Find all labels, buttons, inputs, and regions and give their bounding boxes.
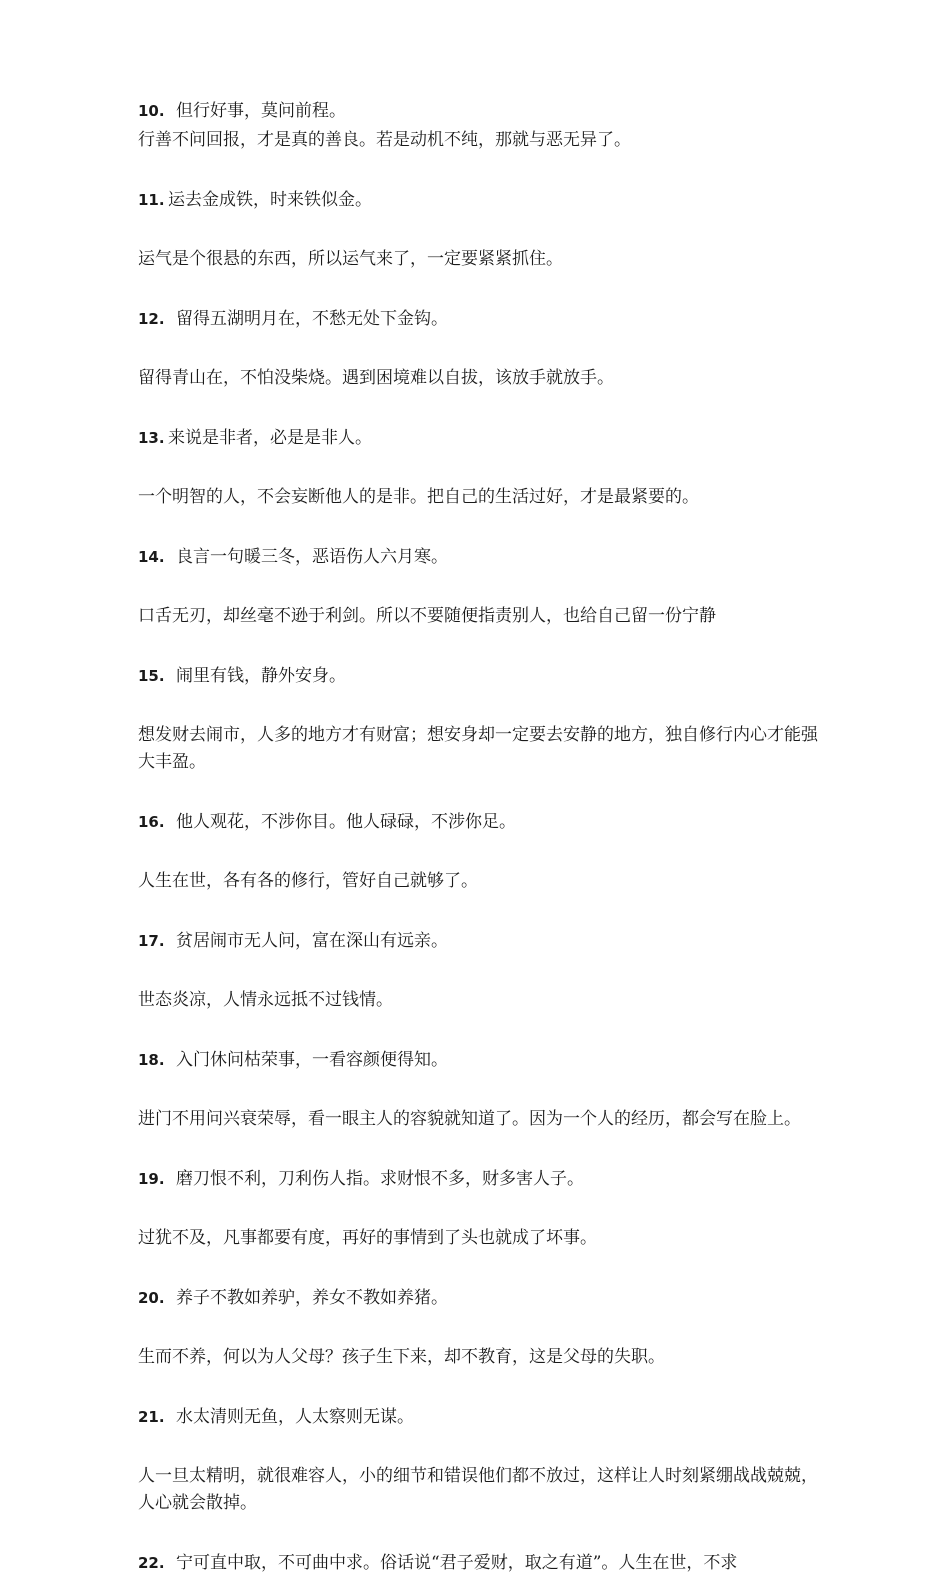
saying-line bbox=[138, 544, 818, 571]
saying-text: 水太清则无鱼，人太察则无谋。 bbox=[176, 1407, 414, 1427]
saying-line bbox=[138, 1550, 818, 1577]
entry-22 bbox=[138, 1550, 818, 1577]
saying-line bbox=[138, 1047, 818, 1074]
saying-line bbox=[138, 809, 818, 836]
explanation-text: 生而不养，何以为人父母？孩子生下来，却不教育，这是父母的失职。 bbox=[138, 1347, 665, 1367]
document-page bbox=[138, 98, 818, 1577]
entry-17 bbox=[138, 928, 818, 1014]
entry-number: 19. bbox=[138, 1170, 165, 1188]
explanation-text: 口舌无刃，却丝毫不逊于利剑。所以不要随便指责别人，也给自己留一份宁静 bbox=[138, 606, 716, 626]
explanation-text: 运气是个很悬的东西，所以运气来了，一定要紧紧抓住。 bbox=[138, 249, 563, 269]
explanation-text: 行善不问回报，才是真的善良。若是动机不纯，那就与恶无异了。 bbox=[138, 130, 631, 150]
explanation-text: 人生在世，各有各的修行，管好自己就够了。 bbox=[138, 871, 478, 891]
saying-line bbox=[138, 663, 818, 690]
entry-13 bbox=[138, 425, 818, 511]
explanation-text: 一个明智的人，不会妄断他人的是非。把自己的生活过好，才是最紧要的。 bbox=[138, 487, 699, 507]
entry-18 bbox=[138, 1047, 818, 1133]
saying-line bbox=[138, 425, 818, 452]
entry-15 bbox=[138, 663, 818, 776]
explanation-text: 人一旦太精明，就很难容人，小的细节和错误他们都不放过，这样让人时刻紧绷战战兢兢，人心就会散掉。 bbox=[138, 1466, 818, 1513]
entry-number: 18. bbox=[138, 1051, 165, 1069]
entry-10 bbox=[138, 98, 818, 154]
entry-number: 15. bbox=[138, 667, 165, 685]
saying-text: 但行好事，莫问前程。 bbox=[176, 101, 346, 121]
saying-text: 入门休问枯荣事，一看容颜便得知。 bbox=[176, 1050, 448, 1070]
explanation-text: 过犹不及，凡事都要有度，再好的事情到了头也就成了坏事。 bbox=[138, 1228, 597, 1248]
entry-number: 22. bbox=[138, 1554, 165, 1572]
saying-line bbox=[138, 187, 818, 214]
entry-number: 20. bbox=[138, 1289, 165, 1307]
saying-text: 留得五湖明月在，不愁无处下金钩。 bbox=[176, 309, 448, 329]
saying-line bbox=[138, 1285, 818, 1312]
saying-line bbox=[138, 98, 818, 125]
entry-number: 14. bbox=[138, 548, 165, 566]
entry-16 bbox=[138, 809, 818, 895]
entry-21 bbox=[138, 1404, 818, 1517]
entry-number: 10. bbox=[138, 102, 165, 120]
saying-line bbox=[138, 928, 818, 955]
entry-12 bbox=[138, 306, 818, 392]
entry-number: 21. bbox=[138, 1408, 165, 1426]
saying-text: 良言一句暖三冬，恶语伤人六月寒。 bbox=[176, 547, 448, 567]
saying-text: 他人观花，不涉你目。他人碌碌，不涉你足。 bbox=[176, 812, 516, 832]
entry-number: 13. bbox=[138, 429, 165, 447]
saying-line bbox=[138, 1166, 818, 1193]
saying-text: 养子不教如养驴，养女不教如养猪。 bbox=[176, 1288, 448, 1308]
saying-line bbox=[138, 1404, 818, 1431]
entry-number: 11. bbox=[138, 191, 165, 209]
saying-text: 闹里有钱，静外安身。 bbox=[176, 666, 346, 686]
explanation-text: 想发财去闹市，人多的地方才有财富；想安身却一定要去安静的地方，独自修行内心才能强大丰盈。 bbox=[138, 725, 818, 772]
entry-11 bbox=[138, 187, 818, 273]
entry-number: 17. bbox=[138, 932, 165, 950]
entry-number: 12. bbox=[138, 310, 165, 328]
entry-number: 16. bbox=[138, 813, 165, 831]
saying-text: 贫居闹市无人问，富在深山有远亲。 bbox=[176, 931, 448, 951]
explanation-text: 留得青山在，不怕没柴烧。遇到困境难以自拔，该放手就放手。 bbox=[138, 368, 614, 388]
saying-text: 运去金成铁，时来铁似金。 bbox=[168, 190, 372, 210]
entry-19 bbox=[138, 1166, 818, 1252]
saying-text: 磨刀恨不利，刀利伤人指。求财恨不多，财多害人子。 bbox=[176, 1169, 584, 1189]
saying-line bbox=[138, 306, 818, 333]
explanation-text: 进门不用问兴衰荣辱，看一眼主人的容貌就知道了。因为一个人的经历，都会写在脸上。 bbox=[138, 1109, 801, 1129]
saying-text: 宁可直中取，不可曲中求。俗话说“君子爱财，取之有道”。人生在世，不求 bbox=[176, 1553, 738, 1573]
entry-14 bbox=[138, 544, 818, 630]
saying-text: 来说是非者，必是是非人。 bbox=[168, 428, 372, 448]
entry-20 bbox=[138, 1285, 818, 1371]
explanation-text: 世态炎凉，人情永远抵不过钱情。 bbox=[138, 990, 393, 1010]
